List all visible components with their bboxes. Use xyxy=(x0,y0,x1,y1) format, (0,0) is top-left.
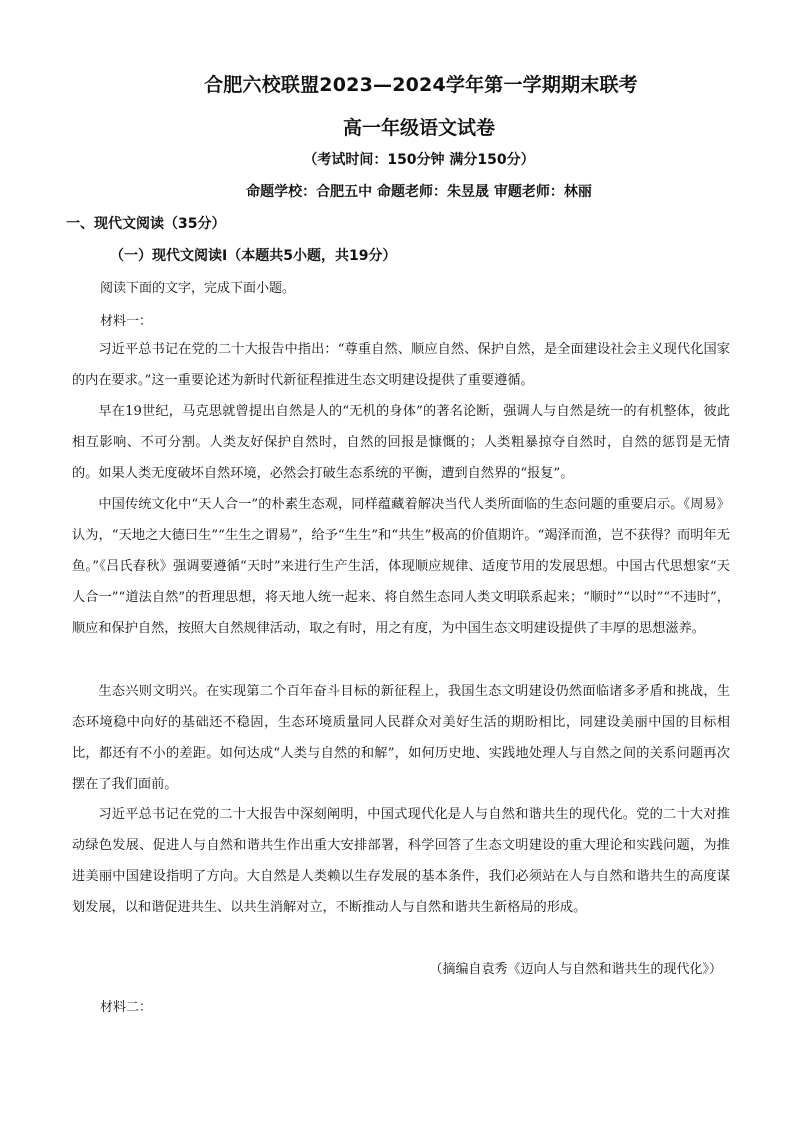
material1-source: （摘编自袁秀《迈向人与自然和谐共生的现代化》） xyxy=(429,962,722,977)
material1-paragraph-4: 生态兴则文明兴。在实现第二个百年奋斗目标的新征程上，我国生态文明建设仍然面临诸多矛盾和挑战，生态环境稳中向好的基础还不稳固，生态环境质量同人民群众对美好生活的期盼相比，同建设美丽中国的目标相比，都还有不小的差距。如何达成“人类与自然的和解”，如何历史地、实践地处理人与自然之间的关系问题再次摆在了我们面前。 xyxy=(72,684,730,792)
section-instruction: 阅读下面的文字，完成下面小题。 xyxy=(100,281,296,296)
exam-info: （考试时间：150分钟 满分150分） xyxy=(303,152,535,168)
section-heading: 一、现代文阅读（35分） xyxy=(66,216,226,232)
section-subheading: （一）现代文阅读Ⅰ（本题共5小题，共19分） xyxy=(110,248,397,264)
exam-title: 合肥六校联盟2023—2024学年第一学期期末联考 xyxy=(204,74,638,96)
exam-authors: 命题学校：合肥五中 命题老师：朱昱晟 审题老师：林丽 xyxy=(246,184,592,200)
material1-paragraph-3: 中国传统文化中“天人合一”的朴素生态观，同样蕴藏着解决当代人类所面临的生态问题的重要启示。《周易》认为，“天地之大德曰生”“生生之谓易”，给予“生生”和“共生”极高的价值期许。“竭泽而渔，岂不获得？而明年无鱼。”《吕氏春秋》强调要遵循“天时”来进行生产生活，体现顺应规律、适度节用的发展思想。中国古代思想家“天人合一”“道法自然”的哲理思想，将天地人统一起来、将自然生态同人类文明联系起来；“顺时”“以时”“不违时”，顺应和保护自然，按照大自然规律活动，取之有时，用之有度，为中国生态文明建设提供了丰厚的思想滋养。 xyxy=(72,497,730,636)
material1-label: 材料一： xyxy=(100,314,153,329)
material1-paragraph-5: 习近平总书记在党的二十大报告中深刻阐明，中国式现代化是人与自然和谐共生的现代化。党的二十大对推动绿色发展、促进人与自然和谐共生作出重大安排部署，科学回答了生态文明建设的重大理论和实践问题，为推进美丽中国建设指明了方向。大自然是人类赖以生存发展的基本条件，我们必须站在人与自然和谐共生的高度谋划发展，以和谐促进共生、以共生消解对立，不断推动人与自然和谐共生新格局的形成。 xyxy=(72,807,730,915)
material1-paragraph-1: 习近平总书记在党的二十大报告中指出：“尊重自然、顺应自然、保护自然，是全面建设社会主义现代化国家的内在要求。”这一重要论述为新时代新征程推进生态文明建设提供了重要遵循。 xyxy=(72,342,730,388)
material1-paragraph-2: 早在19世纪，马克思就曾提出自然是人的“无机的身体”的著名论断，强调人与自然是统一的有机整体，彼此相互影响、不可分割。人类友好保护自然时，自然的回报是慷慨的；人类粗暴掠夺自然时，自然的惩罚是无情的。如果人类无度破坏自然环境，必然会打破生态系统的平衡，遭到自然界的“报复”。 xyxy=(72,404,730,481)
material2-label: 材料二： xyxy=(100,1000,153,1015)
exam-subtitle: 高一年级语文试卷 xyxy=(342,117,495,139)
